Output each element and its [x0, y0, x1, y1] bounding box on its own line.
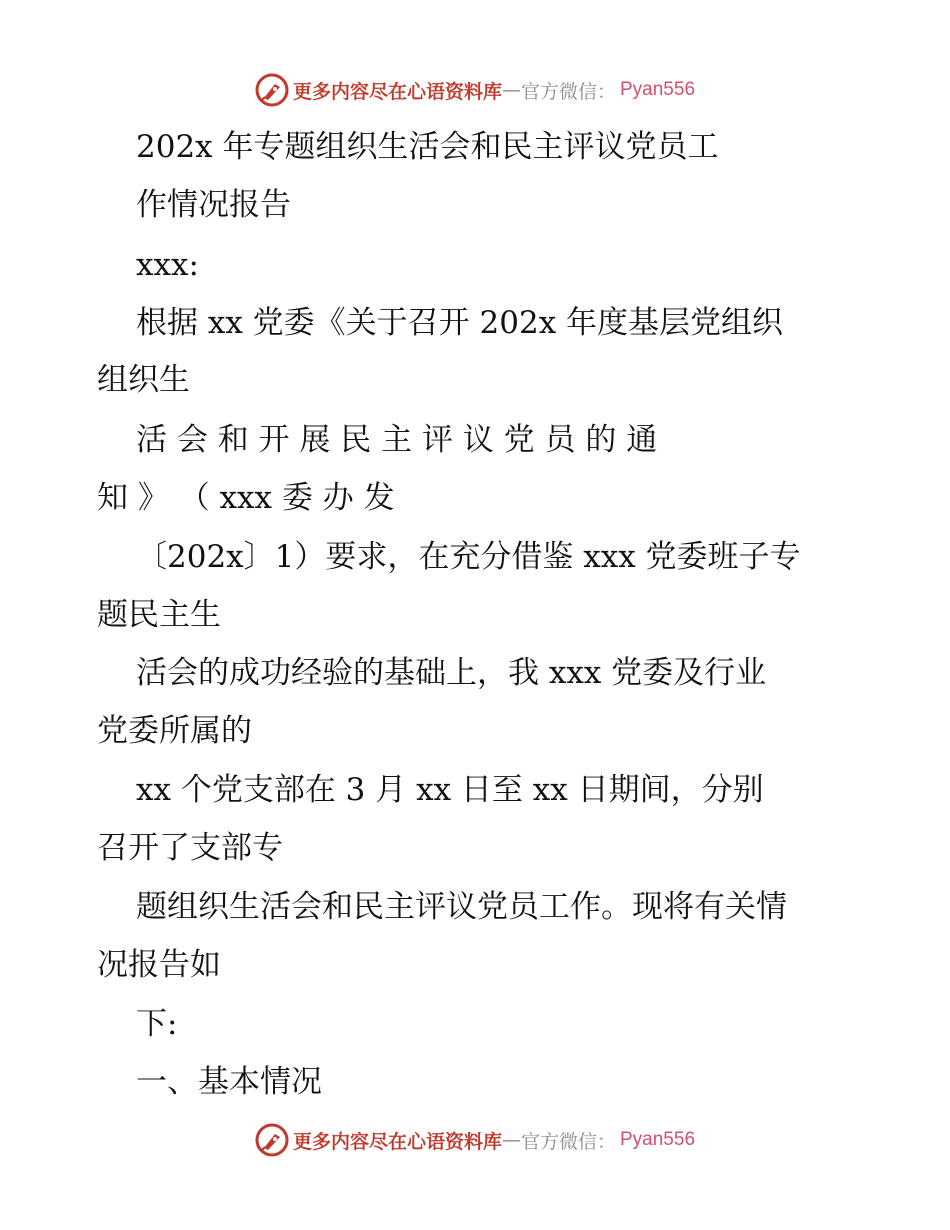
- watermark-brand-text: 更多内容尽在心语资料库: [292, 1130, 502, 1153]
- document-text-line: 组织生: [97, 362, 190, 398]
- document-text-line: 〔202x〕1）要求，在充分借鉴 xxx 党委班子专: [136, 539, 801, 575]
- watermark-wechat-id: Pyan556: [620, 1129, 696, 1150]
- document-text-line: 题组织生活会和民主评议党员工作。现将有关情: [136, 889, 787, 925]
- document-text-line: 召开了支部专: [97, 830, 283, 866]
- pen-nib-logo-icon: [255, 73, 289, 107]
- document-salutation: xxx:: [136, 247, 199, 283]
- pen-nib-logo-icon: [255, 1123, 289, 1157]
- document-text-line: xx 个党支部在 3 月 xx 日至 xx 日期间，分别: [136, 772, 764, 808]
- document-text-line: 下:: [136, 1006, 178, 1042]
- document-text-line: 根据 xx 党委《关于召开 202x 年度基层党组织: [136, 305, 784, 341]
- watermark-dash: —: [501, 1129, 521, 1151]
- document-title-line-1: 202x 年专题组织生活会和民主评议党员工: [136, 129, 719, 165]
- header-watermark: [0, 70, 950, 110]
- document-text-line: 题民主生: [97, 597, 221, 633]
- document-text-line: 况报告如: [97, 947, 221, 983]
- document-text-line: 活 会 和 开 展 民 主 评 议 党 员 的 通: [136, 422, 658, 458]
- watermark-wechat-id: Pyan556: [620, 79, 696, 100]
- section-heading-basic-situation: 一、基本情况: [136, 1064, 322, 1100]
- watermark-official-label: 官方微信：: [520, 80, 616, 103]
- document-text-line: 活会的成功经验的基础上，我 xxx 党委及行业: [136, 655, 767, 691]
- document-text-line: 党委所属的: [97, 713, 252, 749]
- document-text-line: 知 》 （ xxx 委 办 发: [97, 480, 395, 516]
- watermark-official-label: 官方微信：: [520, 1130, 616, 1153]
- watermark-dash: —: [501, 79, 521, 101]
- watermark-brand-text: 更多内容尽在心语资料库: [292, 80, 502, 103]
- document-title-line-2: 作情况报告: [136, 187, 291, 223]
- footer-watermark: [0, 1120, 950, 1160]
